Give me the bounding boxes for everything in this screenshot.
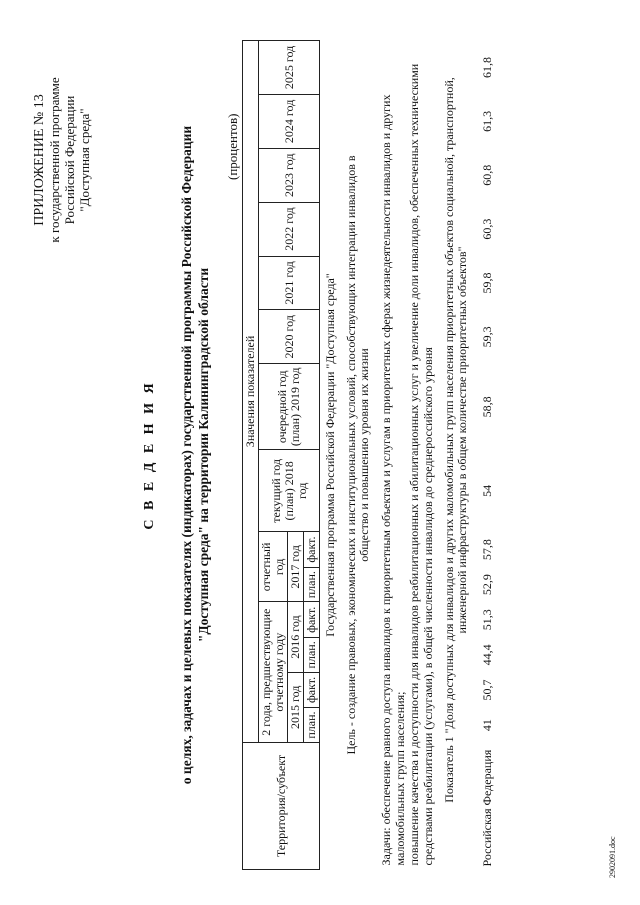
value-2016-plan: 44,4	[480, 644, 494, 666]
header-fact-2017: факт.	[304, 532, 320, 568]
tasks-row	[375, 41, 439, 870]
header-year-2017: 2017 год	[288, 532, 304, 602]
header-plan-2017: план.	[304, 567, 320, 602]
value-2022: 60,3	[480, 218, 494, 240]
header-year-2023: 2023 год	[259, 148, 320, 202]
value-2015-plan: 41	[480, 719, 494, 732]
header-territory: Территория/субъект	[243, 742, 320, 869]
value-2017-plan: 52,9	[480, 574, 494, 596]
header-year-2015: 2015 год	[288, 672, 304, 742]
appendix-line-4: "Доступная среда"	[77, 108, 92, 212]
row-territory: Российская Федерация	[480, 749, 494, 867]
appendix-line-2: к государственной программе	[47, 77, 62, 243]
header-year-2025: 2025 год	[259, 41, 320, 95]
indicators-table	[242, 40, 496, 870]
document-title: С В Е Д Е Н И Я	[142, 380, 157, 530]
value-2023: 60,8	[480, 164, 494, 186]
value-2019: 58,8	[480, 396, 494, 418]
appendix-header	[32, 40, 92, 280]
goal-row: Цель - создание правовых, экономических и институциональных условий, способствующих интеграции инвалидов в общество и повышению уровня их жизни	[344, 155, 371, 755]
program-row: Государственная программа Российской Федерации "Доступная среда"	[323, 273, 337, 637]
subtitle-line-1: о целях, задачах и целевых показателях (индикаторах) государственной программы Российской Федерации	[179, 125, 194, 785]
value-2020: 59,3	[480, 326, 494, 348]
header-fact-2016: факт.	[304, 602, 320, 638]
value-2021: 59,8	[480, 272, 494, 294]
header-year-2021: 2021 год	[259, 256, 320, 310]
header-year-2020: 2020 год	[259, 310, 320, 364]
value-2015-fact: 50,7	[480, 679, 494, 701]
document-sheet	[20, 30, 620, 880]
header-year-2022: 2022 год	[259, 202, 320, 256]
tasks-line-2: повышение качества и доступности для инвалидов реабилитационных и абилитационных услуг и увеличение доли инвалидов, обеспеченных техническими средствами реабилитации (услугами), в общей численности инвалидов до среднероссийского уровня	[407, 63, 435, 866]
value-2018: 54	[480, 484, 494, 497]
value-2025: 61,8	[480, 56, 494, 78]
value-2017-fact: 57,8	[480, 539, 494, 561]
header-plan-2016: план.	[304, 638, 320, 673]
header-two-years-before: 2 года, предшествующие отчетному году	[259, 602, 288, 742]
appendix-number: ПРИЛОЖЕНИЕ № 13	[32, 94, 47, 226]
appendix-line-3: Российской Федерации	[62, 95, 77, 225]
file-name-footer: 2902091.doc	[608, 836, 617, 878]
header-plan-2015: план.	[304, 708, 320, 743]
header-fact-2015: факт.	[304, 672, 320, 708]
subtitle-line-2: "Доступная среда" на территории Калининградской области	[196, 267, 211, 643]
header-current-year: текущий год (план) 2018 год	[259, 450, 320, 532]
tasks-line-1: Задачи: обеспечение равного доступа инвалидов к приоритетным объектам и услугам в приоритетных сферах жизнедеятельности инвалидов и других маломобильных групп населения;	[379, 94, 407, 866]
table-row	[473, 41, 496, 870]
header-reporting-year: отчетный год	[259, 532, 288, 602]
header-values: Значения показателей	[243, 41, 259, 743]
header-year-2024: 2024 год	[259, 94, 320, 148]
value-2024: 61,3	[480, 110, 494, 132]
value-2016-fact: 51,3	[480, 609, 494, 631]
indicator-row: Показатель 1 "Доля доступных для инвалидов и других маломобильных групп населения приоритетных объектов социальной, транспортной, инженерной инфраструктуры в общем количестве приоритетных объектов"	[442, 77, 469, 803]
units-label: (процентов)	[225, 113, 240, 180]
header-next-year: очередной год (план) 2019 год	[259, 364, 320, 450]
header-year-2016: 2016 год	[288, 602, 304, 672]
document-subtitle	[178, 30, 212, 880]
